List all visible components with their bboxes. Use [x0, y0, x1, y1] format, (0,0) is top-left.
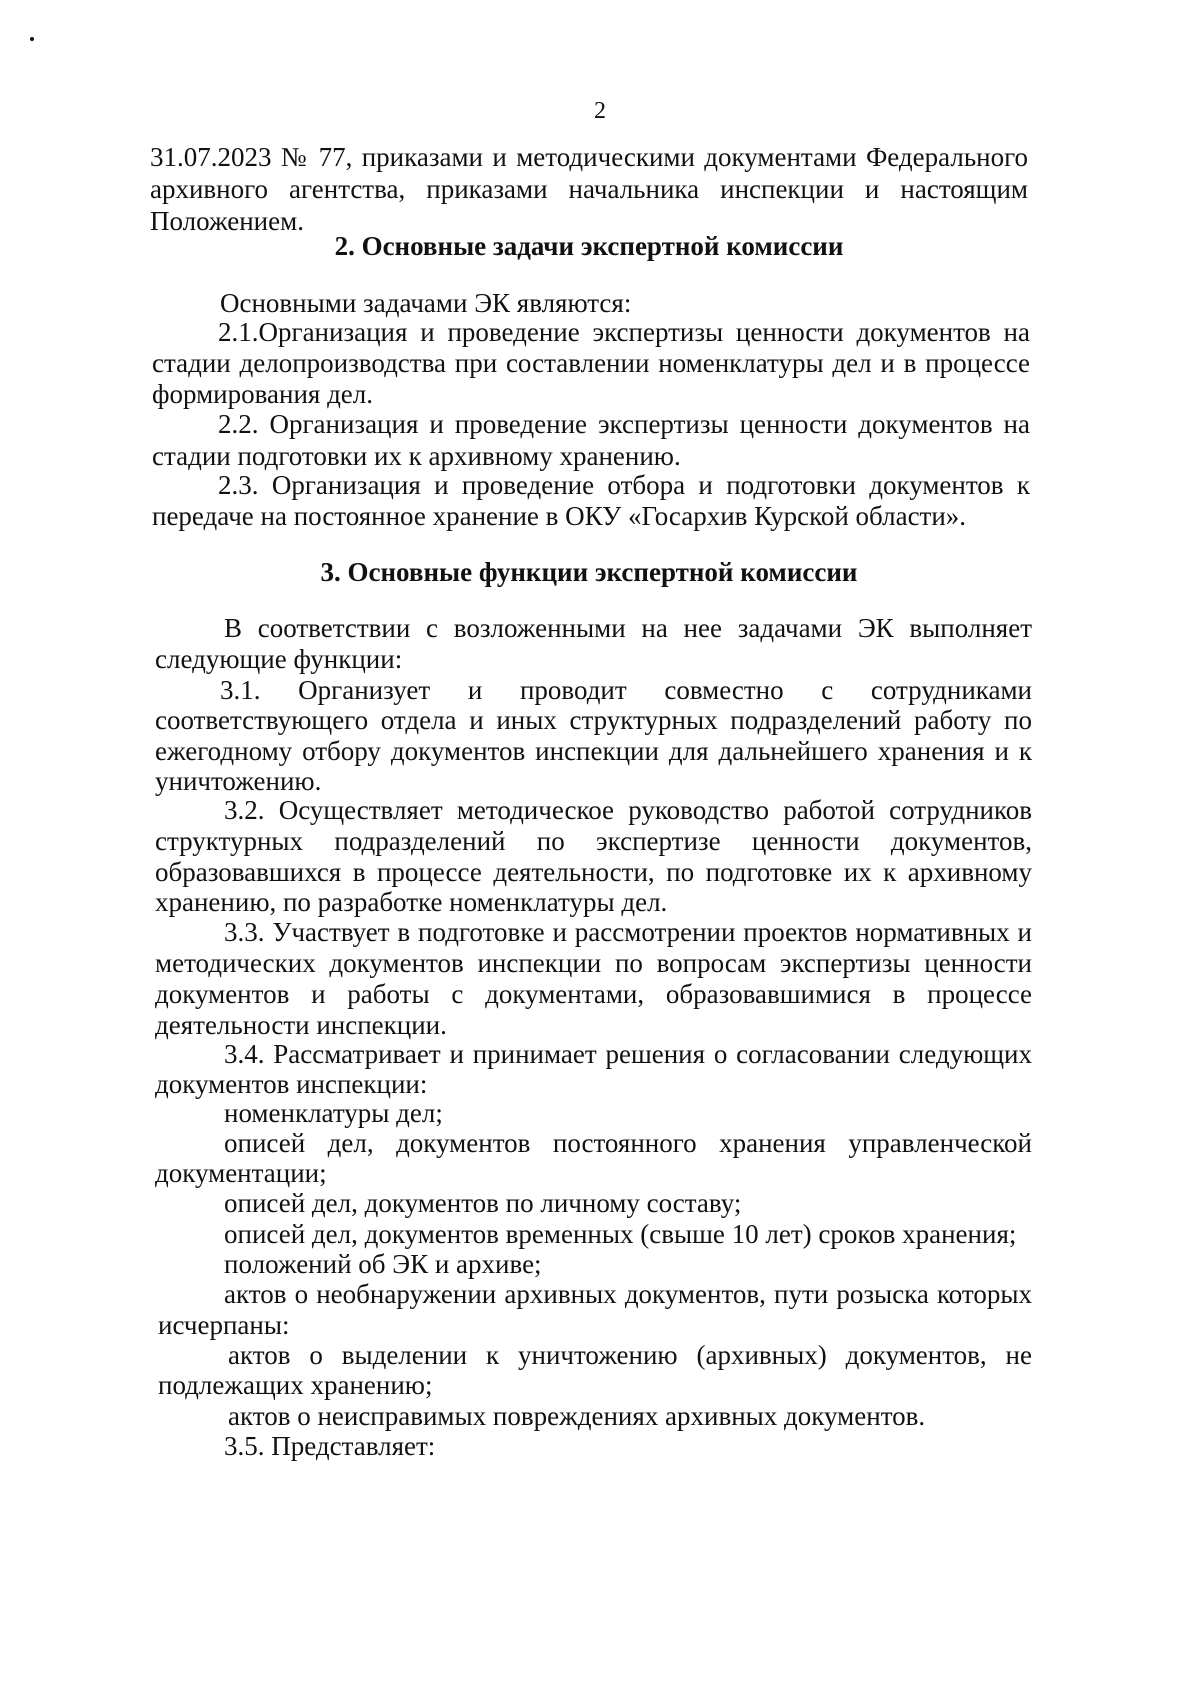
text-line: 3.4. Рассматривает и принимает решения о согласовании следующих [224, 1039, 1032, 1069]
text-line: В соответствии с возложенными на нее задачами ЭК выполняет [224, 613, 1032, 643]
section-heading: 3. Основные функции экспертной комиссии [320, 557, 858, 587]
list-item: описей дел, документов по личному составу; [224, 1188, 742, 1218]
list-item: актов о выделении к уничтожению (архивных) документов, не [228, 1340, 1032, 1370]
text-line: Основными задачами ЭК являются: [220, 288, 632, 318]
text-line: 2.3. Организация и проведение отбора и подготовки документов к [218, 470, 1030, 500]
text-line: документации; [155, 1158, 327, 1188]
text-line: 2.1.Организация и проведение экспертизы ценности документов на [218, 317, 1030, 347]
list-item: описей дел, документов постоянного хранения управленческой [224, 1128, 1032, 1158]
text-line: образовавшихся в процессе деятельности, по подготовке их к архивному [155, 857, 1032, 887]
text-line: 3.5. Представляет: [224, 1431, 436, 1461]
text-line: Положением. [150, 206, 304, 236]
text-line: подлежащих хранению; [158, 1370, 433, 1400]
text-line: стадии делопроизводства при составлении номенклатуры дел и в процессе [152, 348, 1030, 378]
scan-speck [30, 37, 34, 41]
text-line: исчерпаны: [158, 1310, 290, 1340]
text-line: следующие функции: [155, 644, 403, 674]
text-line: архивного агентства, приказами начальника инспекции и настоящим [150, 174, 1028, 204]
text-line: 3.3. Участвует в подготовке и рассмотрении проектов нормативных и [224, 917, 1032, 947]
text-line: 3.2. Осуществляет методическое руководство работой сотрудников [224, 795, 1032, 825]
text-line: передаче на постоянное хранение в ОКУ «Госархив Курской области». [152, 501, 967, 531]
text-line: документов и работы с документами, образовавшимися в процессе [155, 979, 1032, 1009]
text-line: хранению, по разработке номенклатуры дел. [155, 887, 668, 917]
list-item: номенклатуры дел; [224, 1098, 443, 1128]
text-line: 3.1. Организует и проводит совместно с сотрудниками [220, 675, 1032, 705]
list-item: актов о необнаружении архивных документов, пути розыска которых [224, 1279, 1032, 1309]
page-number: 2 [594, 98, 606, 124]
text-line: ежегодному отбору документов инспекции для дальнейшего хранения и к [155, 736, 1032, 766]
section-heading: 2. Основные задачи экспертной комиссии [334, 231, 844, 261]
text-line: уничтожению. [155, 766, 322, 796]
text-line: формирования дел. [152, 379, 374, 409]
list-item: положений об ЭК и архиве; [224, 1249, 542, 1279]
text-line: методических документов инспекции по вопросам экспертизы ценности [155, 948, 1032, 978]
list-item: актов о неисправимых повреждениях архивных документов. [228, 1401, 926, 1431]
list-item: описей дел, документов временных (свыше 10 лет) сроков хранения; [224, 1219, 1017, 1249]
text-line: структурных подразделений по экспертизе ценности документов, [155, 826, 1032, 856]
text-line: стадии подготовки их к архивному хранению. [152, 441, 681, 471]
text-line: документов инспекции: [155, 1069, 428, 1099]
text-line: 31.07.2023 № 77, приказами и методическими документами Федерального [150, 142, 1028, 172]
text-line: 2.2. Организация и проведение экспертизы ценности документов на [218, 409, 1030, 439]
text-line: деятельности инспекции. [155, 1010, 447, 1040]
text-line: соответствующего отдела и иных структурных подразделений работу по [155, 705, 1032, 735]
